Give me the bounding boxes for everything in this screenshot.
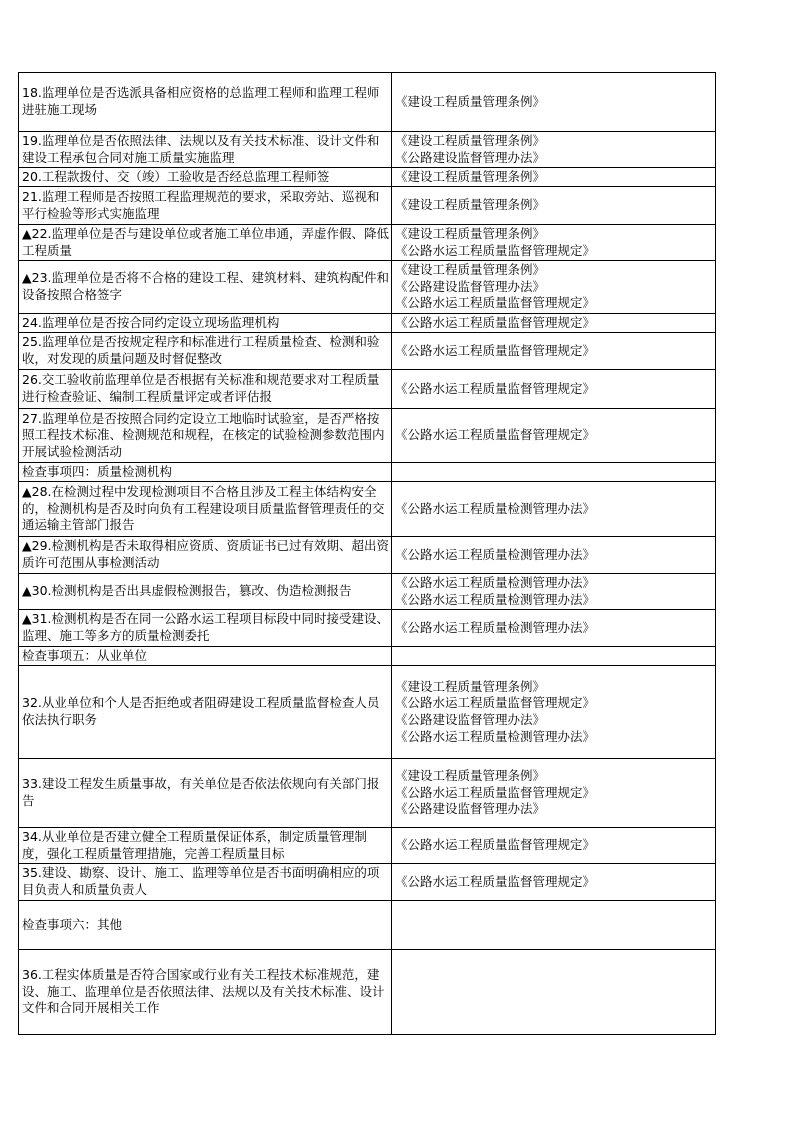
legal-basis-item: 《建设工程质量管理条例》 [395,132,546,148]
inspection-item-cell: 35.建设、勘察、设计、施工、监理等单位是否书面明确相应的项目负责人和质量负责人 [19,864,392,901]
legal-basis-item: 《公路水运工程质量监督管理规定》 [395,837,596,853]
legal-basis-cell [392,314,716,333]
inspection-item-cell: 18.监理单位是否选派具备相应资格的总监理工程师和监理工程师进驻施工现场 [19,73,392,132]
table-row [19,828,716,864]
legal-basis-item: 《公路建设监督管理办法》 [395,278,546,294]
legal-basis-cell [392,864,716,901]
legal-basis-cell [392,333,716,370]
legal-basis-item: 《公路水运工程质量检测管理办法》 [395,728,596,744]
inspection-item-cell: 20.工程款拨付、交（竣）工验收是否经总监理工程师签 [19,168,392,187]
inspection-item-cell: ▲23.监理单位是否将不合格的建设工程、建筑材料、建筑构配件和设备按照合格签字 [19,261,392,314]
legal-basis-cell [392,225,716,261]
legal-basis-cell [392,828,716,864]
legal-basis-cell [392,759,716,828]
legal-basis-cell [392,666,716,759]
legal-basis-item: 《建设工程质量管理条例》 [395,93,546,109]
legal-basis-cell [392,261,716,314]
legal-basis-cell [392,463,716,482]
inspection-item-cell: ▲22.监理单位是否与建设单位或者施工单位串通，弄虚作假、降低工程质量 [19,225,392,261]
legal-basis-item: 《公路水运工程质量监督管理规定》 [395,427,596,443]
table-row [19,759,716,828]
inspection-item-cell: 26.交工验收前监理单位是否根据有关标准和规范要求对工程质量进行检查验证、编制工程质量评定或者评估报 [19,370,392,409]
table-row [19,666,716,759]
legal-basis-item: 《公路水运工程质量检测管理办法》 [395,500,596,516]
legal-basis-cell [392,409,716,463]
table-row [19,132,716,168]
section-title-cell: 检查事项六：其他 [19,901,392,950]
legal-basis-cell [392,132,716,168]
legal-basis-item: 《公路水运工程质量监督管理规定》 [395,695,596,711]
inspection-item-cell: 36.工程实体质量是否符合国家或行业有关工程技术标准规范，建设、施工、监理单位是否依照法律、法规以及有关技术标准、设计文件和合同开展相关工作 [19,950,392,1035]
table-row [19,482,716,537]
legal-basis-cell [392,168,716,187]
table-row [19,333,716,370]
legal-basis-item: 《建设工程质量管理条例》 [395,168,546,184]
legal-basis-item: 《公路建设监督管理办法》 [395,712,546,727]
inspection-item-cell: ▲31.检测机构是否在同一公路水运工程项目标段中同时接受建设、监理、施工等多方的质量检测委托 [19,610,392,647]
inspection-item-cell: ▲29.检测机构是否未取得相应资质、资质证书已过有效期、超出资质许可范围从事检测活动 [19,537,392,574]
legal-basis-item: 《公路建设监督管理办法》 [395,149,546,165]
table-row [19,864,716,901]
legal-basis-item: 《公路水运工程质量监督管理规定》 [395,873,596,889]
legal-basis-cell [392,647,716,666]
legal-basis-cell [392,370,716,409]
legal-basis-item: 《公路建设监督管理办法》 [395,801,546,817]
legal-basis-cell [392,610,716,647]
legal-basis-item: 《公路水运工程质量检测管理办法》 [395,546,596,562]
legal-basis-cell [392,574,716,610]
inspection-item-cell: 27.监理单位是否按照合同约定设立工地临时试验室，是否严格按照工程技术标准、检测规范和规程，在核定的试验检测参数范围内开展试验检测活动 [19,409,392,463]
table-row [19,168,716,187]
inspection-items-table [18,72,716,1035]
inspection-item-cell: 33.建设工程发生质量事故，有关单位是否依法依规向有关部门报告 [19,759,392,828]
legal-basis-cell [392,950,716,1035]
legal-basis-item: 《建设工程质量管理条例》 [395,768,546,784]
legal-basis-item: 《建设工程质量管理条例》 [395,225,546,241]
inspection-item-cell: 24.监理单位是否按合同约定设立现场监理机构 [19,314,392,333]
inspection-item-cell: 21.监理工程师是否按照工程监理规范的要求，采取旁站、巡视和平行检验等形式实施监理 [19,187,392,225]
inspection-item-cell: ▲30.检测机构是否出具虚假检测报告，篡改、伪造检测报告 [19,574,392,610]
table-row [19,950,716,1035]
inspection-item-cell: 32.从业单位和个人是否拒绝或者阻碍建设工程质量监督检查人员依法执行职务 [19,666,392,759]
legal-basis-item: 《公路水运工程质量检测管理办法》 [395,591,596,607]
legal-basis-item: 《公路水运工程质量监督管理规定》 [395,314,596,330]
legal-basis-cell [392,537,716,574]
legal-basis-cell [392,901,716,950]
section-header-row [19,463,716,482]
table-row [19,225,716,261]
table-row [19,314,716,333]
legal-basis-item: 《公路水运工程质量监督管理规定》 [395,380,596,396]
inspection-item-cell: ▲28.在检测过程中发现检测项目不合格且涉及工程主体结构安全的，检测机构是否及时向负有工程建设项目质量监督管理责任的交通运输主管部门报告 [19,482,392,537]
section-header-row [19,647,716,666]
legal-basis-cell [392,187,716,225]
legal-basis-item: 《公路水运工程质量监督管理规定》 [395,242,596,258]
legal-basis-item: 《公路水运工程质量检测管理办法》 [395,619,596,635]
legal-basis-cell [392,73,716,132]
legal-basis-cell [392,482,716,537]
inspection-item-cell: 25.监理单位是否按规定程序和标准进行工程质量检查、检测和验收，对发现的质量问题及时督促整改 [19,333,392,370]
legal-basis-item: 《建设工程质量管理条例》 [395,262,546,278]
table-row [19,610,716,647]
inspection-item-cell: 19.监理单位是否依照法律、法规以及有关技术标准、设计文件和建设工程承包合同对施工质量实施监理 [19,132,392,168]
table-row [19,187,716,225]
table-row [19,409,716,463]
table-body [19,73,716,1035]
legal-basis-item: 《公路水运工程质量监督管理规定》 [395,784,596,800]
legal-basis-item: 《建设工程质量管理条例》 [395,197,546,213]
table-row [19,261,716,314]
legal-basis-item: 《公路水运工程质量检测管理办法》 [395,574,596,590]
table-row [19,574,716,610]
section-title-cell: 检查事项四：质量检测机构 [19,463,392,482]
table-row [19,370,716,409]
table-row [19,537,716,574]
legal-basis-item: 《公路水运工程质量监督管理规定》 [395,295,596,311]
legal-basis-item: 《公路水运工程质量监督管理规定》 [395,342,596,358]
legal-basis-item: 《建设工程质量管理条例》 [395,678,546,694]
table-row [19,73,716,132]
section-header-row [19,901,716,950]
section-title-cell: 检查事项五：从业单位 [19,647,392,666]
inspection-item-cell: 34.从业单位是否建立健全工程质量保证体系，制定质量管理制度，强化工程质量管理措施，完善工程质量目标 [19,828,392,864]
